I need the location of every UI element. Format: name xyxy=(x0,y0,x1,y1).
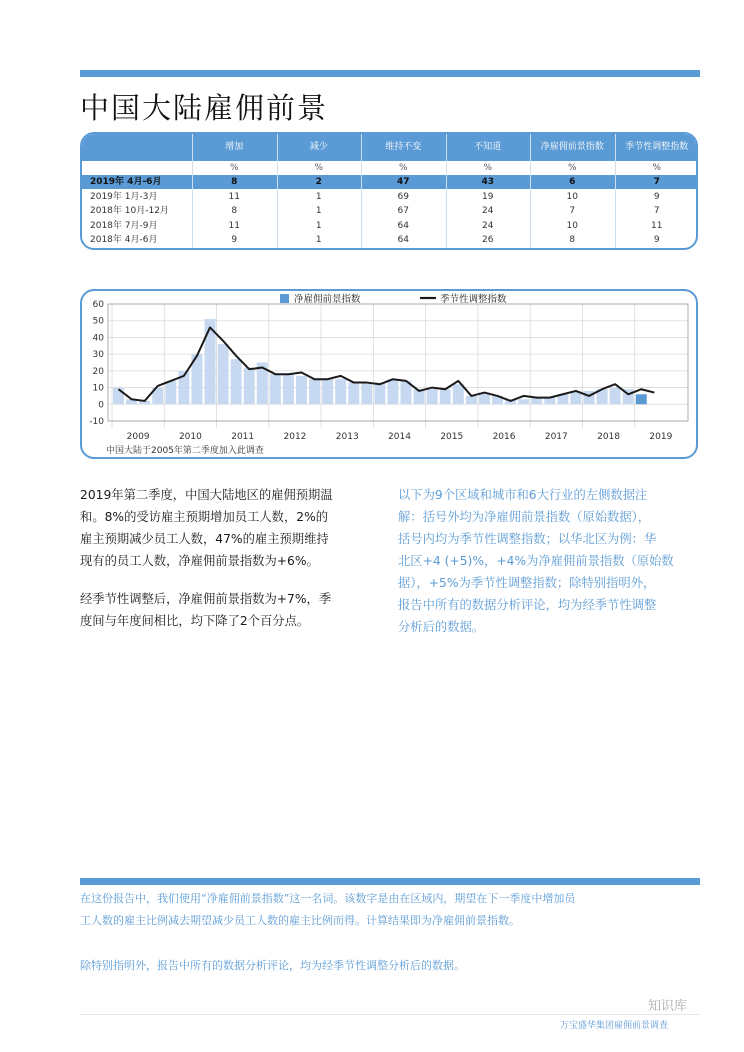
y-tick-label: 0 xyxy=(98,400,104,411)
table-cell: 19 xyxy=(482,191,494,202)
bar xyxy=(374,383,385,405)
table-cell: 47 xyxy=(396,177,410,187)
row-label: 2018年 10月-12月 xyxy=(90,206,169,216)
bar xyxy=(636,394,647,404)
y-tick-label: 50 xyxy=(92,316,104,327)
unit-cell: % xyxy=(314,163,324,173)
table-header-2: 维持不变 xyxy=(385,142,422,152)
footer-text: 万宝盛华集团雇佣前景调查 xyxy=(560,1021,669,1031)
y-tick-label: 30 xyxy=(92,350,104,361)
table-cell: 24 xyxy=(482,220,494,231)
table-cell: 67 xyxy=(397,206,409,216)
table-cell: 10 xyxy=(566,191,578,202)
table-cell: 9 xyxy=(231,235,238,245)
bar xyxy=(270,374,281,404)
table-cell: 7 xyxy=(653,206,660,216)
bar xyxy=(518,399,529,404)
x-tick-label: 2015 xyxy=(440,432,464,442)
unit-cell: % xyxy=(483,163,493,173)
bar xyxy=(244,368,255,405)
bar xyxy=(361,383,372,405)
x-tick-label: 2019 xyxy=(649,432,673,442)
row-label: 2018年 7月-9月 xyxy=(90,220,158,231)
footer-divider xyxy=(80,1014,700,1015)
table-row xyxy=(82,204,696,218)
bar xyxy=(387,379,398,404)
row-label: 2019年 1月-3月 xyxy=(90,191,158,202)
table-row xyxy=(82,190,696,204)
table-cell: 9 xyxy=(653,235,660,245)
bar xyxy=(322,379,333,404)
column-separator xyxy=(446,134,447,248)
bar xyxy=(348,383,359,405)
table-cell: 1 xyxy=(315,235,322,245)
x-tick-label: 2017 xyxy=(544,432,568,442)
page-title: 中国大陆雇佣前景 xyxy=(80,91,329,125)
table-cell: 1 xyxy=(315,191,322,202)
watermark-text: 知识库 xyxy=(648,999,688,1014)
right-line: 括号内均为季节性调整指数；以华北区为例：华 xyxy=(398,532,657,546)
table-cell: 69 xyxy=(397,191,409,202)
y-tick-label: 40 xyxy=(92,333,104,344)
table-header-5: 季节性调整指数 xyxy=(625,142,689,152)
table-row xyxy=(82,175,696,189)
x-tick-label: 2018 xyxy=(597,432,621,442)
table-cell: 8 xyxy=(569,235,576,245)
table-header-3: 不知道 xyxy=(474,142,502,152)
table-cell: 7 xyxy=(653,177,660,187)
right-line: 据），+5%为季节性调整指数；除特别指明外， xyxy=(398,576,656,590)
survey-results-table xyxy=(80,132,698,250)
column-separator xyxy=(530,134,531,248)
note-line: 工人数的雇主比例减去期望减少员工人数的雇主比例而得。计算结果即为净雇佣前景指数。 xyxy=(80,914,520,927)
bottom-accent-bar xyxy=(80,878,700,885)
table-cell: 11 xyxy=(228,220,240,231)
bar xyxy=(440,389,451,404)
row-label: 2018年 4月-6月 xyxy=(90,235,158,245)
table-units-row xyxy=(82,161,696,175)
bar xyxy=(335,379,346,404)
y-tick-label: 20 xyxy=(92,366,104,377)
y-tick-label: 60 xyxy=(92,300,104,310)
left-commentary xyxy=(80,484,385,632)
table-header-0: 增加 xyxy=(225,142,244,152)
table-cell: 11 xyxy=(651,220,663,231)
unit-cell: % xyxy=(229,163,239,173)
table-cell: 8 xyxy=(231,206,238,216)
table-row xyxy=(82,233,696,247)
right-line: 以下为9个区域和城市和6大行业的左侧数据注 xyxy=(398,488,648,502)
table-header-4: 净雇佣前景指数 xyxy=(540,142,604,152)
table-cell: 43 xyxy=(481,177,495,187)
column-separator xyxy=(192,134,193,248)
bar xyxy=(283,374,294,404)
outlook-chart xyxy=(80,289,698,459)
seasonal-note: 除特别指明外，报告中所有的数据分析评论，均为经季节性调整分析后的数据。 xyxy=(80,959,465,972)
legend-bar-swatch xyxy=(280,294,289,303)
bar xyxy=(309,379,320,404)
column-separator xyxy=(615,134,616,248)
table-cell: 10 xyxy=(566,220,578,231)
x-tick-label: 2010 xyxy=(178,432,202,442)
table-cell: 64 xyxy=(397,220,409,231)
left-line: 经季节性调整后，净雇佣前景指数为+7%，季 xyxy=(80,592,332,606)
table-cell: 9 xyxy=(653,191,660,202)
table-cell: 11 xyxy=(228,191,240,202)
bar xyxy=(296,376,307,404)
right-commentary xyxy=(398,484,700,638)
bar xyxy=(231,359,242,404)
left-line: 雇主预期减少员工人数，47%的雇主预期维持 xyxy=(80,532,329,546)
unit-cell: % xyxy=(652,163,662,173)
row-label: 2019年 4月-6月 xyxy=(90,177,162,187)
y-tick-label: -10 xyxy=(89,417,104,427)
table-header-row xyxy=(82,134,696,161)
right-line: 分析后的数据。 xyxy=(398,620,485,634)
bar xyxy=(544,398,555,405)
y-tick-label: 10 xyxy=(92,383,104,394)
left-line: 现有的员工人数，净雇佣前景指数为+6%。 xyxy=(80,554,319,568)
unit-cell: % xyxy=(567,163,577,173)
table-cell: 7 xyxy=(569,206,576,216)
column-separator xyxy=(361,134,362,248)
right-line: 解：括号外均为净雇佣前景指数（原始数据）， xyxy=(398,510,651,524)
bar xyxy=(218,344,229,404)
table-cell: 64 xyxy=(397,235,409,245)
legend-label-bar: 净雇佣前景指数 xyxy=(294,294,361,305)
left-line: 2019年第二季度，中国大陆地区的雇佣预期温 xyxy=(80,488,333,502)
x-tick-label: 2016 xyxy=(492,432,516,442)
bar xyxy=(610,388,621,405)
x-tick-label: 2012 xyxy=(283,432,307,442)
left-line-spacer xyxy=(80,572,385,588)
unit-cell: % xyxy=(398,163,408,173)
table-header-1: 减少 xyxy=(309,142,328,152)
table-row xyxy=(82,219,696,233)
left-line: 和。8%的受访雇主预期增加员工人数，2%的 xyxy=(80,510,329,524)
bar xyxy=(531,398,542,405)
table-cell: 1 xyxy=(315,206,322,216)
x-tick-label: 2011 xyxy=(231,432,255,442)
right-line: 北区+4 (+5)%，+4%为净雇佣前景指数（原始数 xyxy=(398,554,674,568)
definition-note xyxy=(80,888,700,932)
table-cell: 6 xyxy=(569,177,576,187)
x-tick-label: 2014 xyxy=(388,432,411,442)
bar xyxy=(466,396,477,404)
bar xyxy=(165,381,176,404)
table-cell: 26 xyxy=(482,235,494,245)
bar xyxy=(427,389,438,404)
top-accent-bar xyxy=(80,70,700,77)
table-cell: 8 xyxy=(231,177,238,187)
table-cell: 1 xyxy=(315,220,322,231)
legend-label-line: 季节性调整指数 xyxy=(440,294,507,305)
chart-footnote: 中国大陆于2005年第二季度加入此调查 xyxy=(106,446,264,456)
note-line: 在这份报告中，我们使用“净雇佣前景指数”这一名词。该数字是由在区域内，期望在下一季度中增加员 xyxy=(80,892,576,905)
x-tick-label: 2009 xyxy=(126,432,150,442)
chart-svg xyxy=(82,291,696,457)
x-tick-label: 2013 xyxy=(335,432,359,442)
table-cell: 2 xyxy=(315,177,322,187)
right-line: 报告中所有的数据分析评论，均为经季节性调整 xyxy=(398,598,657,612)
bar xyxy=(453,384,464,404)
column-separator xyxy=(277,134,278,248)
left-line: 度间与年度间相比，均下降了2个百分点。 xyxy=(80,614,310,628)
table-cell: 24 xyxy=(482,206,494,216)
